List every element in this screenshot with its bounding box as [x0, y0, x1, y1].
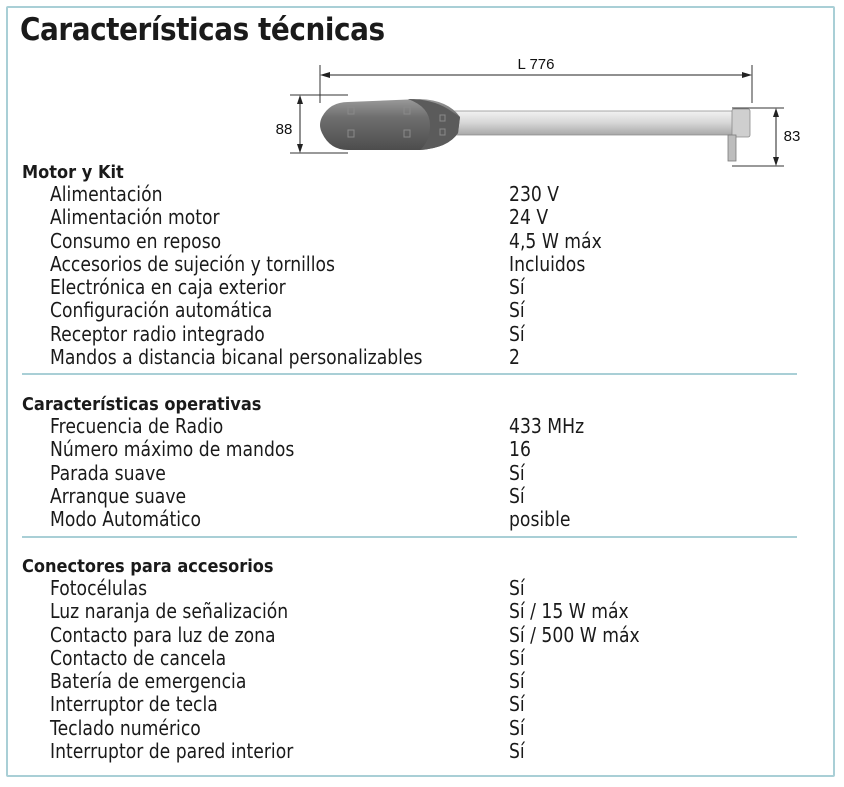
table-row — [22, 508, 797, 531]
row-value: 16 — [509, 437, 531, 462]
row-label: Teclado numérico — [50, 715, 201, 740]
row-label: Número máximo de mandos — [50, 437, 295, 462]
row-value: Sí — [509, 739, 525, 764]
row-label: Parada suave — [50, 460, 166, 485]
row-value: Sí — [509, 483, 525, 508]
row-value: Sí — [509, 645, 525, 670]
table-row — [22, 717, 797, 740]
table-row — [22, 600, 797, 623]
left-height-label: 88 — [275, 121, 293, 138]
row-value: Sí — [509, 669, 525, 694]
table-row — [22, 230, 797, 253]
table-row — [22, 206, 797, 229]
row-value: 24 V — [509, 205, 549, 230]
row-label: Contacto de cancela — [50, 645, 227, 670]
right-height-label: 83 — [783, 128, 801, 145]
section-operational — [22, 395, 797, 538]
section-title: Características operativas — [22, 394, 262, 415]
row-label: Receptor radio integrado — [50, 321, 265, 346]
row-value: 230 V — [509, 182, 560, 206]
row-value: Sí — [509, 692, 525, 717]
section-title: Motor y Kit — [22, 162, 124, 183]
table-row — [22, 183, 797, 206]
row-value: 4,5 W máx — [509, 228, 602, 253]
table-row — [22, 276, 797, 299]
length-label: L 776 — [517, 56, 555, 73]
row-label: Consumo en reposo — [50, 228, 222, 253]
row-value: Sí — [509, 321, 525, 346]
table-row — [22, 299, 797, 322]
row-label: Interruptor de pared interior — [50, 739, 294, 764]
table-row — [22, 624, 797, 647]
section-motor-kit — [22, 163, 797, 375]
row-value: Incluidos — [509, 251, 586, 276]
table-row — [22, 438, 797, 461]
length-dimension — [320, 56, 752, 103]
row-label: Arranque suave — [50, 483, 187, 508]
table-row — [22, 253, 797, 276]
row-value: 2 — [509, 345, 520, 370]
table-row — [22, 415, 797, 438]
row-label: Alimentación motor — [50, 205, 220, 230]
row-value: 433 MHz — [509, 414, 585, 438]
row-label: Contacto para luz de zona — [50, 622, 276, 647]
table-row — [22, 577, 797, 600]
row-label: Frecuencia de Radio — [50, 414, 224, 438]
row-label: Alimentación — [50, 182, 163, 206]
actuator-diagram — [270, 55, 810, 170]
table-row — [22, 485, 797, 508]
page-title: Características técnicas — [20, 12, 385, 48]
table-row — [22, 693, 797, 716]
table-row — [22, 346, 797, 369]
row-label: Interruptor de tecla — [50, 692, 218, 717]
actuator-illustration — [320, 99, 750, 161]
row-label: Batería de emergencia — [50, 669, 247, 694]
row-value: Sí — [509, 576, 525, 600]
row-value: Sí — [509, 275, 525, 300]
row-value: posible — [509, 507, 571, 532]
row-value: Sí — [509, 298, 525, 323]
row-label: Mandos a distancia bicanal personalizables — [50, 345, 423, 370]
row-label: Fotocélulas — [50, 576, 148, 600]
section-connectors — [22, 557, 797, 767]
table-row — [22, 670, 797, 693]
row-value: Sí — [509, 715, 525, 740]
row-label: Modo Automático — [50, 507, 202, 532]
row-label: Accesorios de sujeción y tornillos — [50, 251, 335, 276]
row-value: Sí / 500 W máx — [509, 622, 640, 647]
table-row — [22, 647, 797, 670]
row-label: Electrónica en caja exterior — [50, 275, 286, 300]
row-label: Luz naranja de señalización — [50, 599, 289, 624]
table-row — [22, 740, 797, 763]
row-value: Sí — [509, 460, 525, 485]
row-value: Sí / 15 W máx — [509, 599, 629, 624]
table-row — [22, 323, 797, 346]
section-title: Conectores para accesorios — [22, 556, 274, 577]
row-label: Configuración automática — [50, 298, 273, 323]
table-row — [22, 462, 797, 485]
